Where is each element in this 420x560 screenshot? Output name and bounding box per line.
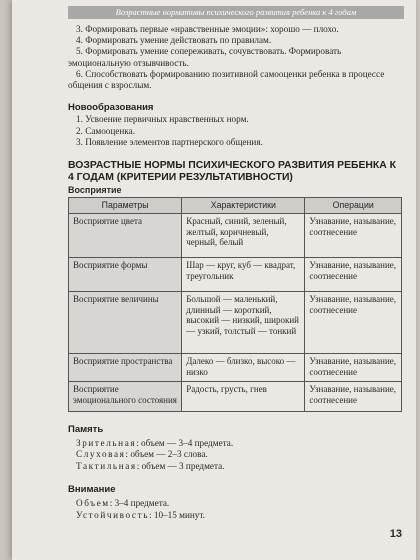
table-row: [69, 257, 402, 291]
norms-heading: ВОЗРАСТНЫЕ НОРМЫ ПСИХИЧЕСКОГО РАЗВИТИЯ РЕБЕНКА К 4 ГОДАМ (КРИТЕРИИ РЕЗУЛЬТАТИВНОСТИ): [68, 159, 397, 183]
term: Объем: [76, 498, 110, 509]
list-item: 3. Появление элементов партнерского общения.: [76, 137, 263, 148]
intro-item: 5. Формировать умение сопереживать, сочувствовать. Формировать эмоциональную отзывчивость.: [68, 46, 342, 68]
term: Тактильная: [76, 460, 137, 471]
intro-item: 4. Формировать умение действовать по правилам.: [76, 35, 272, 46]
attention-line: [68, 498, 402, 510]
table-cell: Узнавание, называние, соотнесение: [305, 257, 402, 291]
attention-section: [68, 484, 402, 521]
table-row: [69, 353, 402, 381]
novoobrazovaniya-list: [68, 114, 402, 149]
novoobrazovaniya-heading: Новообразования: [68, 102, 154, 114]
table-cell: Узнавание, называние, соотнесение: [305, 353, 402, 381]
table-cell: Далеко — близко, высоко — низко: [182, 353, 305, 381]
table-cell: Восприятие пространства: [69, 353, 182, 381]
column-header: Характеристики: [182, 197, 305, 213]
table-cell: Узнавание, называние, соотнесение: [305, 213, 402, 257]
table-cell: Красный, синий, зеленый, желтый, коричневый, черный, белый: [182, 213, 305, 257]
table-cell: Восприятие величины: [69, 291, 182, 353]
page-content: [68, 24, 402, 521]
table-cell: Восприятие цвета: [69, 213, 182, 257]
table-cell: Радость, грусть, гнев: [182, 381, 305, 411]
column-header: Операции: [305, 197, 402, 213]
definition: : 3–4 предмета.: [109, 498, 170, 509]
page-number: 13: [389, 528, 402, 540]
definition: : 10–15 минут.: [149, 509, 205, 520]
attention-heading: Внимание: [68, 484, 116, 496]
intro-item: 3. Формировать первые «нравственные эмоции»: хорошо — плохо.: [76, 24, 339, 34]
list-item: 1. Усвоение первичных нравственных норм.: [76, 114, 249, 125]
table-cell: Восприятие эмоционального состояния: [69, 381, 182, 411]
memory-line: [68, 438, 402, 450]
perception-subheading: Восприятие: [68, 184, 122, 195]
table-cell: Большой — маленький, длинный — короткий, высокий — низкий, широкий — узкий, толстый — тонкий: [182, 291, 305, 353]
table-cell: Узнавание, называние, соотнесение: [305, 381, 402, 411]
definition: : объем — 3–4 предмета.: [136, 437, 234, 448]
definition: : объем — 3 предмета.: [136, 460, 225, 471]
definition: : объем — 2–3 слова.: [125, 449, 208, 460]
column-header: Параметры: [69, 197, 182, 213]
table-row: [69, 213, 402, 257]
table-header-row: [69, 197, 402, 213]
list-item: 2. Самооценка.: [76, 125, 136, 136]
memory-section: [68, 424, 402, 473]
attention-line: [68, 510, 402, 522]
intro-list: [68, 24, 402, 91]
term: Слуховая: [76, 449, 126, 460]
table-row: [69, 291, 402, 353]
term: Зрительная: [76, 437, 137, 448]
table-cell: Шар — круг, куб — квадрат, треугольник: [182, 257, 305, 291]
memory-line: [68, 449, 402, 461]
table-cell: Восприятие формы: [69, 257, 182, 291]
perception-table: [68, 197, 402, 412]
intro-item: 6. Способствовать формированию позитивной самооценки ребенка в процессе общения с взрослым.: [68, 68, 385, 91]
term: Устойчивость: [76, 509, 150, 520]
table-row: [69, 381, 402, 411]
running-head: Возрастные нормативы психического развития ребенка к 4 годам: [68, 6, 404, 19]
book-page: [12, 0, 416, 560]
memory-heading: Память: [68, 423, 104, 435]
memory-line: [68, 461, 402, 473]
table-cell: Узнавание, называние, соотнесение: [305, 291, 402, 353]
